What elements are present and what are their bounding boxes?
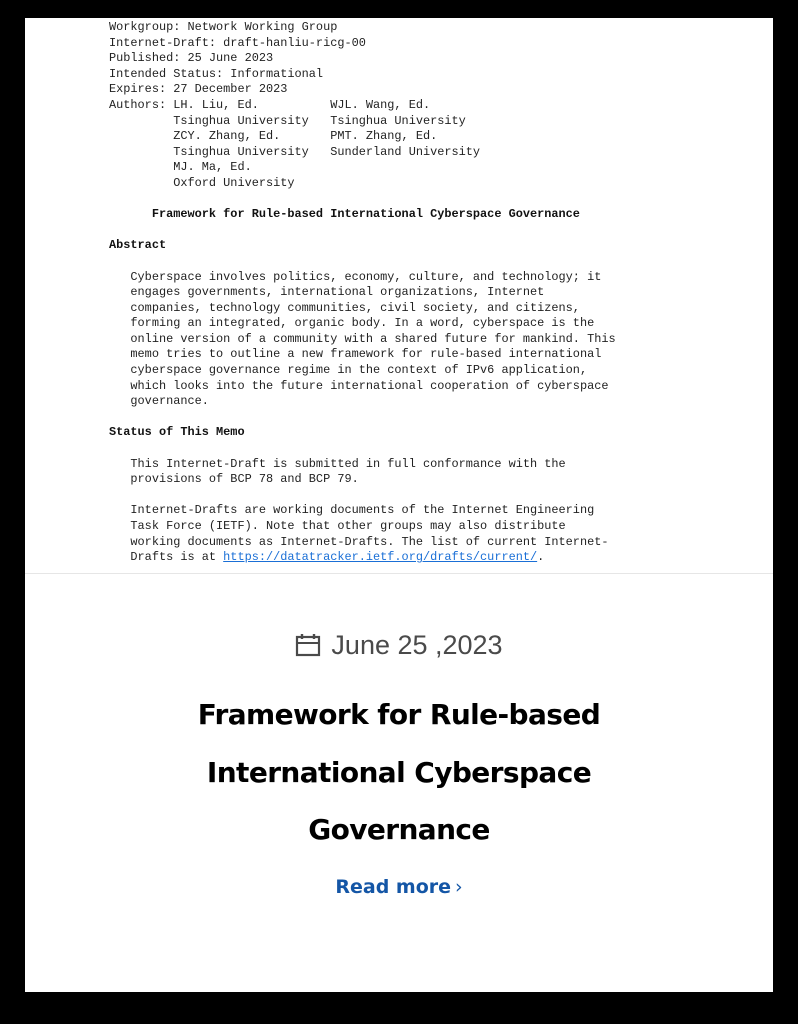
authors-line: ZCY. Zhang, Ed. PMT. Zhang, Ed. — [109, 129, 438, 144]
abstract-line: which looks into the future international cooperation of cyberspace — [109, 378, 609, 393]
authors-line: Oxford University — [109, 175, 295, 190]
status-heading: Status of This Memo — [109, 425, 245, 440]
published-line: Published: 25 June 2023 — [109, 51, 274, 66]
abstract-line: cyberspace governance regime in the context of IPv6 application, — [109, 363, 588, 378]
abstract-line: governance. — [109, 394, 209, 409]
authors-line: Tsinghua University Sunderland University — [109, 144, 481, 159]
internet-draft-line: Internet-Draft: draft-hanliu-ricg-00 — [109, 35, 366, 50]
calendar-icon — [295, 633, 321, 664]
post-title[interactable] — [25, 686, 773, 859]
status-line: working documents as Internet-Drafts. The list of current Internet- — [109, 534, 609, 549]
abstract-line: forming an integrated, organic body. In a word, cyberspace is the — [109, 316, 595, 331]
post-title-line: Framework for Rule-based — [197, 698, 601, 731]
abstract-line: Cyberspace involves politics, economy, culture, and technology; it — [109, 269, 602, 284]
authors-line: Authors: LH. Liu, Ed. WJL. Wang, Ed. — [109, 97, 431, 112]
chevron-right-icon: › — [455, 876, 463, 898]
status-line-suffix: . — [537, 550, 545, 565]
abstract-line: engages governments, international organizations, Internet — [109, 285, 545, 300]
internet-draft-preview — [25, 18, 773, 573]
status-line: Internet-Drafts are working documents of the Internet Engineering — [109, 503, 595, 518]
divider — [25, 573, 773, 574]
status-line: provisions of BCP 78 and BCP 79. — [109, 472, 359, 487]
post-date — [25, 630, 773, 664]
abstract-heading: Abstract — [109, 238, 167, 253]
abstract-line: online version of a community with a shared future for mankind. This — [109, 331, 616, 346]
intended-status-line: Intended Status: Informational — [109, 66, 324, 81]
expires-line: Expires: 27 December 2023 — [109, 82, 288, 97]
status-line: Task Force (IETF). Note that other groups may also distribute — [109, 519, 566, 533]
status-line-prefix: Drafts is at — [109, 550, 224, 565]
read-more-label: Read more — [335, 876, 452, 898]
draft-title: Framework for Rule-based International Cyberspace Governance — [109, 207, 580, 222]
post-title-line: International Cyberspace — [206, 755, 592, 789]
post-card — [25, 18, 773, 992]
workgroup-line: Workgroup: Network Working Group — [109, 20, 338, 34]
datatracker-link[interactable]: https://datatracker.ietf.org/drafts/current/ — [223, 550, 538, 565]
authors-line: Tsinghua University Tsinghua University — [109, 113, 466, 128]
post-date-text: June 25 ,2023 — [331, 630, 503, 660]
abstract-line: memo tries to outline a new framework for rule-based international — [109, 347, 602, 362]
draft-text — [109, 20, 616, 566]
status-line: This Internet-Draft is submitted in full conformance with the — [109, 456, 566, 471]
authors-line: MJ. Ma, Ed. — [109, 160, 252, 175]
abstract-line: companies, technology communities, civil society, and citizens, — [109, 300, 580, 315]
read-more-link[interactable] — [25, 876, 773, 898]
post-title-line: Governance — [308, 813, 490, 846]
